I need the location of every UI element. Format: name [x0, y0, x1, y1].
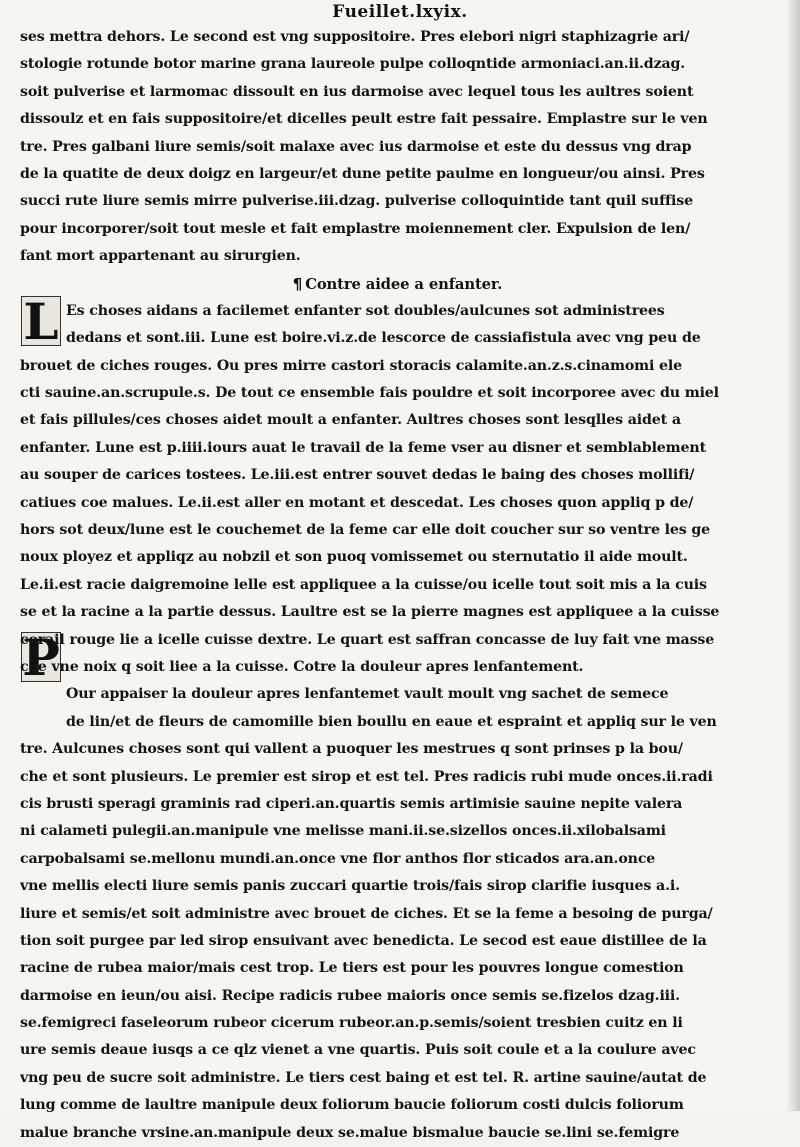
text-line: [20, 243, 775, 270]
text-line: [20, 544, 775, 571]
line-text: tre. Aulcunes choses sont qui vallent a puoquer les mestrues q sont prinses p la bou/: [20, 741, 683, 758]
line-text: noux ployez et appliqz au nobzil et son puoq vomissemet ou sternutatio il aide moult.: [20, 549, 688, 566]
line-text: carpobalsami se.mellonu mundi.an.once vne flor anthos flor sticados ara.an.once: [20, 850, 656, 867]
line-text: soit pulverise et larmomac dissoult en ius darmoise avec lequel tous les aultres soient: [20, 83, 694, 100]
text-line: [20, 1010, 775, 1037]
line-text: malue branche vrsine.an.manipule deux se.malue bismalue baucie se.lini se.femigre: [20, 1124, 680, 1141]
section-heading: [20, 271, 775, 298]
text-line: [20, 1037, 775, 1064]
line-text: corail rouge lie a icelle cuisse dextre. Le quart est saffran concasse de luy fait vne masse: [20, 631, 715, 648]
decorated-initial-l: L: [21, 296, 61, 346]
text-line: [20, 1065, 775, 1092]
line-text: se.femigreci faseleorum rubeor cicerum rubeor.an.p.semis/soient tresbien cuitz en li: [20, 1015, 683, 1032]
line-text: ni calameti pulegii.an.manipule vne melisse mani.ii.se.sizellos onces.ii.xilobalsami: [20, 823, 666, 840]
text-line: [20, 627, 775, 654]
text-line: [20, 380, 775, 407]
text-line: [20, 818, 775, 845]
decorated-initial-p: P: [22, 628, 60, 687]
line-text: vne mellis electi liure semis panis zuccari quartie trois/fais sirop clarifie iusques a.i.: [20, 878, 680, 895]
text-line: [20, 79, 775, 106]
line-text: ure semis deaue iusqs a ce qlz vienet a vne quartis. Puis soit coule et a la coulure avec: [20, 1042, 696, 1059]
line-text: se et la racine a la partie dessus. Laultre est se la pierre magnes est appliquee a la cuisse: [20, 604, 720, 621]
line-text: ses mettra dehors. Le second est vng suppositoire. Pres elebori nigri staphizagrie ari/: [20, 29, 690, 45]
text-line: [20, 106, 775, 133]
line-text: tion soit purgee par led sirop ensuivant avec benedicta. Le secod est eaue distillee de la: [20, 932, 707, 949]
text-line: [20, 901, 775, 928]
line-text: Our appaiser la douleur apres lenfantemet vault moult vng sachet de semece: [66, 686, 669, 703]
text-line: [20, 654, 775, 681]
leaf-title: Fueillet.lxyix.: [332, 2, 468, 22]
text-line: [20, 599, 775, 626]
line-text: de la quatite de deux doigz en largeur/et dune petite paulme en longueur/ou ainsi. Pres: [20, 165, 705, 182]
text-line: [20, 791, 775, 818]
text-line: [20, 681, 775, 708]
text-line: [20, 846, 775, 873]
line-text: dissoulz et en fais suppositoire/et dicelles peult estre fait pessaire. Emplastre sur le ven: [20, 111, 708, 128]
line-text: liure et semis/et soit administre avec brouet de ciches. Et se la feme a besoing de purga/: [20, 905, 713, 922]
line-text: au souper de carices tostees. Le.iii.est entrer souvet dedas le baing des choses mollifi/: [20, 467, 695, 484]
line-text: cis brusti speragi graminis rad ciperi.an.quartis semis artimisie sauine nepite valera: [20, 795, 683, 812]
text-column: [20, 24, 775, 1147]
text-line: [20, 517, 775, 544]
text-line: [20, 407, 775, 434]
text-line: [20, 764, 775, 791]
line-text: brouet de ciches rouges. Ou pres mirre castori storacis calamite.an.z.s.cinamomi ele: [20, 357, 683, 374]
text-line: [20, 188, 775, 215]
line-text: stologie rotunde botor marine grana laureole pulpe colloqntide armoniaci.an.ii.dzag.: [20, 56, 686, 73]
text-line: [20, 490, 775, 517]
text-line: [20, 462, 775, 489]
line-text: Le.ii.est racie daigremoine lelle est appliquee a la cuisse/ou icelle tout soit mis a la cuis: [20, 576, 707, 593]
text-line: [20, 298, 775, 325]
line-text: cti sauine.an.scrupule.s. De tout ce ensemble fais pouldre et soit incorporee avec du miel: [20, 385, 719, 402]
line-text: lung comme de laultre manipule deux foliorum baucie foliorum costi dulcis foliorum: [20, 1097, 684, 1114]
pilcrow-icon: ¶: [292, 274, 303, 293]
text-line: [20, 873, 775, 900]
line-text: catiues coe malues. Le.ii.est aller en motant et descedat. Les choses quon appliq p de/: [20, 494, 694, 511]
line-text: enfanter. Lune est p.iiii.iours auat le travail de la feme vser au disner et semblablement: [20, 439, 706, 456]
line-text: succi rute liure semis mirre pulverise.iii.dzag. pulverise colloquintide tant quil suffise: [20, 193, 693, 210]
line-text: de lin/et de fleurs de camomille bien boullu en eaue et espraint et appliq sur le ven: [66, 713, 717, 730]
text-line: [20, 353, 775, 380]
line-text: vng peu de sucre soit administre. Le tiers cest baing et est tel. R. artine sauine/autat de: [20, 1069, 707, 1086]
line-text: fant mort appartenant au sirurgien.: [20, 248, 301, 265]
line-text: tre. Pres galbani liure semis/soit malaxe avec ius darmoise et este du dessus vng drap: [20, 138, 692, 155]
text-line: [20, 435, 775, 462]
line-text: racine de rubea maior/mais cest trop. Le tiers est pour les pouvres longue comestion: [20, 960, 684, 977]
line-text: che et sont plusieurs. Le premier est sirop et est tel. Pres radicis rubi mude onces.ii.radi: [20, 768, 713, 785]
text-line: [20, 928, 775, 955]
line-text: darmoise en ieun/ou aisi. Recipe radicis rubee maioris once semis se.fizelos dzag.iii.: [20, 987, 680, 1004]
line-text: et fais pillules/ces choses aidet moult a enfanter. Aultres choses sont lesqlles aidet a: [20, 412, 681, 429]
line-text: hors sot deux/lune est le couchemet de la feme car elle doit coucher sur so ventre les ge: [20, 522, 711, 539]
text-line: [20, 325, 775, 352]
text-line: [20, 572, 775, 599]
text-line: [20, 955, 775, 982]
line-text: pour incorporer/soit tout mesle et fait emplastre moiennement cler. Expulsion de len/: [20, 220, 691, 237]
line-text: coe vne noix q soit liee a la cuisse. Cotre la douleur apres lenfantement.: [20, 658, 584, 675]
text-line: [20, 983, 775, 1010]
page-edge-shadow: [786, 0, 800, 1111]
line-text: Contre aidee a enfanter.: [305, 275, 503, 293]
text-line: [20, 1120, 775, 1147]
text-line: [20, 736, 775, 763]
line-text: Es choses aidans a facilemet enfanter sot doubles/aulcunes sot administrees: [66, 302, 665, 319]
text-line: [20, 134, 775, 161]
text-line: [20, 51, 775, 78]
text-line: [20, 216, 775, 243]
line-text: dedans et sont.iii. Lune est boire.vi.z.de lescorce de cassiafistula avec vng peu de: [66, 330, 701, 347]
text-line: [20, 709, 775, 736]
text-line: [20, 1092, 775, 1119]
text-line: [20, 24, 775, 51]
text-line: [20, 161, 775, 188]
